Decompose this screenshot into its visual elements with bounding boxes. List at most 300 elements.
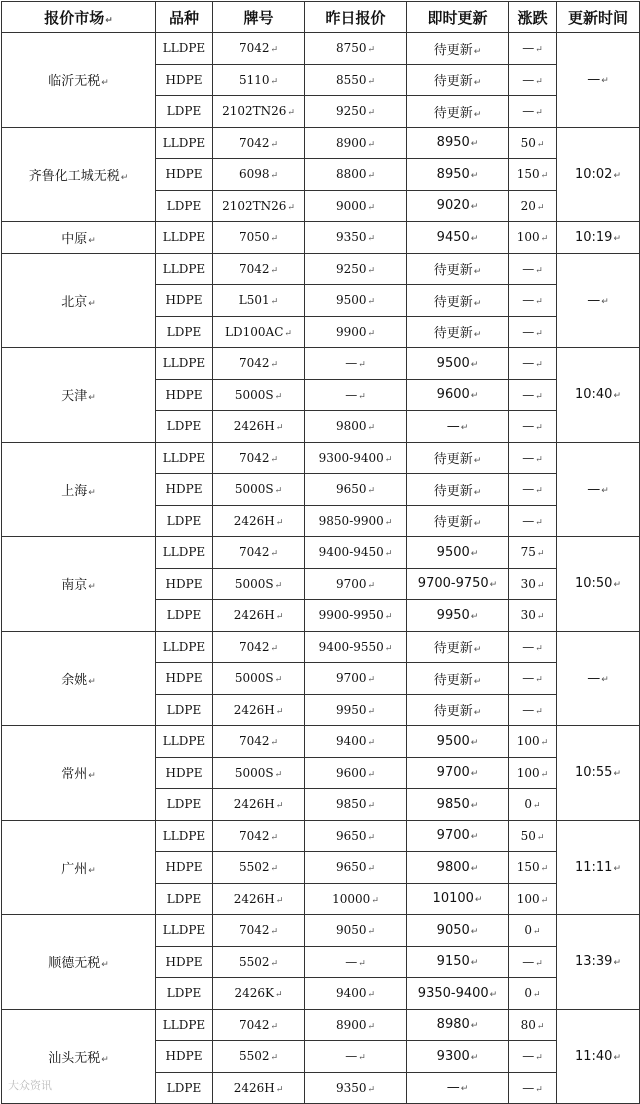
return-mark: ↵ <box>613 863 621 874</box>
variety-cell <box>156 757 213 789</box>
update-time-cell-text: 10:19 <box>574 229 613 245</box>
update-time-cell-text: — <box>587 292 601 308</box>
yesterday-price-cell-text: 9900-9950 <box>318 608 384 623</box>
brand-cell <box>213 159 305 191</box>
price-table <box>1 1 640 1104</box>
yesterday-price-cell <box>305 442 407 474</box>
return-mark: ↵ <box>367 76 376 87</box>
realtime-price-cell-text: — <box>446 1080 460 1096</box>
watermark: 大众资讯 <box>8 1079 52 1092</box>
brand-cell-text: 5000S <box>234 387 274 402</box>
brand-cell-text: 7042 <box>238 41 270 56</box>
yesterday-price-cell-text: 9800 <box>335 419 367 434</box>
variety-cell <box>156 474 213 506</box>
variety-cell-text: LLDPE <box>162 1017 206 1032</box>
variety-cell <box>156 946 213 978</box>
brand-cell <box>213 316 305 348</box>
realtime-price-cell-text: 待更新 <box>433 452 473 468</box>
realtime-price-cell <box>407 190 509 222</box>
realtime-price-cell-text: 8950 <box>436 135 470 151</box>
return-mark: ↵ <box>536 139 545 150</box>
return-mark: ↵ <box>535 454 543 465</box>
variety-cell-text: LLDPE <box>162 639 206 654</box>
return-mark: ↵ <box>367 738 376 749</box>
realtime-price-cell <box>407 64 509 96</box>
change-cell <box>509 789 557 821</box>
realtime-price-cell-text: 待更新 <box>433 74 473 90</box>
change-cell-text: — <box>522 72 535 87</box>
realtime-price-cell-text: 待更新 <box>433 704 473 720</box>
brand-cell-text: 7042 <box>238 923 270 938</box>
brand-cell-text: 5000S <box>234 482 274 497</box>
return-mark: ↵ <box>535 706 543 717</box>
change-cell-text: — <box>522 293 535 308</box>
return-mark: ↵ <box>470 391 479 402</box>
change-cell <box>509 820 557 852</box>
variety-cell-text: LDPE <box>166 702 202 717</box>
variety-cell-text: HDPE <box>165 387 203 402</box>
change-cell <box>509 631 557 663</box>
variety-cell <box>156 663 213 695</box>
yesterday-price-cell-text: 9400 <box>335 986 367 1001</box>
return-mark: ↵ <box>536 580 545 591</box>
variety-cell-text: LDPE <box>166 419 202 434</box>
return-mark: ↵ <box>489 580 498 591</box>
realtime-price-cell <box>407 915 509 947</box>
return-mark: ↵ <box>367 139 376 150</box>
yesterday-price-cell <box>305 316 407 348</box>
return-mark: ↵ <box>535 265 543 276</box>
return-mark: ↵ <box>367 801 376 812</box>
variety-cell <box>156 411 213 443</box>
return-mark: ↵ <box>367 108 376 119</box>
change-cell <box>509 978 557 1010</box>
return-mark: ↵ <box>274 486 283 497</box>
return-mark: ↵ <box>470 1021 479 1032</box>
brand-cell-text: 2426H <box>233 702 275 717</box>
brand-cell <box>213 1009 305 1041</box>
return-mark: ↵ <box>535 76 543 87</box>
header-brand: 牌号 <box>213 2 305 33</box>
change-cell-text: — <box>522 324 535 339</box>
return-mark: ↵ <box>601 296 609 307</box>
realtime-price-cell <box>407 253 509 285</box>
return-mark: ↵ <box>358 360 366 371</box>
return-mark: ↵ <box>367 864 376 875</box>
return-mark: ↵ <box>275 801 284 812</box>
variety-cell-text: LLDPE <box>162 923 206 938</box>
change-cell-text: 100 <box>516 734 540 749</box>
brand-cell-text: 2426H <box>233 891 275 906</box>
return-mark: ↵ <box>270 549 279 560</box>
realtime-price-cell <box>407 789 509 821</box>
yesterday-price-cell <box>305 600 407 632</box>
update-time-cell-text: 11:11 <box>574 859 613 875</box>
variety-cell <box>156 568 213 600</box>
brand-cell-text: 7042 <box>238 1017 270 1032</box>
realtime-price-cell-text: 8980 <box>436 1017 470 1033</box>
brand-cell-text: 5000S <box>234 576 274 591</box>
change-cell-text: 0 <box>524 923 533 938</box>
return-mark: ↵ <box>367 1021 376 1032</box>
variety-cell-text: HDPE <box>165 860 203 875</box>
brand-cell <box>213 411 305 443</box>
variety-cell <box>156 820 213 852</box>
variety-cell <box>156 505 213 537</box>
brand-cell <box>213 474 305 506</box>
update-time-cell-text: — <box>587 72 601 88</box>
realtime-price-cell-text: 9500 <box>436 544 470 560</box>
brand-cell <box>213 190 305 222</box>
variety-cell-text: HDPE <box>165 576 203 591</box>
realtime-price-cell <box>407 316 509 348</box>
brand-cell-text: 7042 <box>238 639 270 654</box>
variety-cell <box>156 631 213 663</box>
return-mark: ↵ <box>367 832 376 843</box>
return-mark: ↵ <box>367 927 376 938</box>
realtime-price-cell-text: 9150 <box>436 954 470 970</box>
change-cell-text: — <box>522 419 535 434</box>
variety-cell-text: LLDPE <box>162 734 206 749</box>
variety-cell-text: LDPE <box>166 104 202 119</box>
variety-cell <box>156 883 213 915</box>
return-mark: ↵ <box>473 456 482 467</box>
return-mark: ↵ <box>613 958 621 969</box>
change-cell-text: — <box>522 1080 535 1095</box>
brand-cell-text: 2426H <box>233 1080 275 1095</box>
return-mark: ↵ <box>270 1021 279 1032</box>
variety-cell <box>156 96 213 128</box>
realtime-price-cell <box>407 537 509 569</box>
market-name-cell <box>2 442 156 537</box>
brand-cell-text: 7042 <box>238 734 270 749</box>
return-mark: ↵ <box>601 485 609 496</box>
brand-cell-text: 7042 <box>238 450 270 465</box>
yesterday-price-cell <box>305 33 407 65</box>
change-cell <box>509 852 557 884</box>
return-mark: ↵ <box>535 423 543 434</box>
return-mark: ↵ <box>535 391 543 402</box>
change-cell-text: 100 <box>516 765 540 780</box>
return-mark: ↵ <box>601 76 609 87</box>
return-mark: ↵ <box>287 202 295 213</box>
brand-cell <box>213 1072 305 1104</box>
realtime-price-cell <box>407 33 509 65</box>
yesterday-price-cell-text: 9050 <box>335 923 367 938</box>
realtime-price-cell <box>407 820 509 852</box>
change-cell <box>509 316 557 348</box>
header-change: 涨跌 <box>509 2 557 33</box>
return-mark: ↵ <box>473 676 482 687</box>
yesterday-price-cell <box>305 96 407 128</box>
header-variety: 品种 <box>156 2 213 33</box>
realtime-price-cell-text: 9300 <box>436 1048 470 1064</box>
return-mark: ↵ <box>601 674 609 685</box>
brand-cell <box>213 33 305 65</box>
realtime-price-cell <box>407 631 509 663</box>
market-name-cell-text: 顺德无税 <box>48 956 101 972</box>
table-row <box>2 33 640 65</box>
return-mark: ↵ <box>270 171 279 182</box>
yesterday-price-cell-text: 9250 <box>335 261 367 276</box>
change-cell <box>509 64 557 96</box>
return-mark: ↵ <box>88 298 96 309</box>
realtime-price-cell <box>407 505 509 537</box>
yesterday-price-cell <box>305 757 407 789</box>
change-cell-text: — <box>522 387 535 402</box>
market-name-cell <box>2 820 156 915</box>
brand-cell-text: 5110 <box>238 72 270 87</box>
variety-cell <box>156 789 213 821</box>
yesterday-price-cell <box>305 694 407 726</box>
brand-cell <box>213 663 305 695</box>
variety-cell <box>156 285 213 317</box>
brand-cell <box>213 222 305 254</box>
change-cell-text: 100 <box>516 891 540 906</box>
change-cell-text: 0 <box>524 797 533 812</box>
return-mark: ↵ <box>367 265 376 276</box>
change-cell <box>509 190 557 222</box>
return-mark: ↵ <box>270 45 279 56</box>
brand-cell-text: 7042 <box>238 135 270 150</box>
return-mark: ↵ <box>275 706 284 717</box>
realtime-price-cell <box>407 663 509 695</box>
market-name-cell-text: 齐鲁化工城无税 <box>28 168 120 184</box>
header-market: 报价市场↵ <box>2 2 156 33</box>
brand-cell <box>213 96 305 128</box>
variety-cell <box>156 159 213 191</box>
realtime-price-cell-text: 9600 <box>436 387 470 403</box>
yesterday-price-cell <box>305 190 407 222</box>
yesterday-price-cell-text: 9950 <box>335 702 367 717</box>
realtime-price-cell-text: 待更新 <box>433 263 473 279</box>
change-cell <box>509 694 557 726</box>
realtime-price-cell-text: 待更新 <box>433 641 473 657</box>
variety-cell-text: LDPE <box>166 797 202 812</box>
yesterday-price-cell <box>305 1009 407 1041</box>
variety-cell <box>156 316 213 348</box>
return-mark: ↵ <box>384 612 393 623</box>
return-mark: ↵ <box>540 895 549 906</box>
realtime-price-cell <box>407 1009 509 1041</box>
variety-cell <box>156 915 213 947</box>
change-cell-text: — <box>522 671 535 686</box>
brand-cell <box>213 631 305 663</box>
realtime-price-cell <box>407 883 509 915</box>
return-mark: ↵ <box>367 423 376 434</box>
market-name-cell <box>2 348 156 443</box>
update-time-cell <box>557 915 640 1010</box>
realtime-price-cell <box>407 1041 509 1073</box>
brand-cell <box>213 348 305 380</box>
brand-cell-text: 2426H <box>233 797 275 812</box>
yesterday-price-cell <box>305 253 407 285</box>
realtime-price-cell <box>407 348 509 380</box>
realtime-price-cell <box>407 600 509 632</box>
return-mark: ↵ <box>275 612 284 623</box>
change-cell-text: — <box>522 356 535 371</box>
change-cell <box>509 1072 557 1104</box>
return-mark: ↵ <box>101 960 109 971</box>
yesterday-price-cell-text: 9600 <box>335 765 367 780</box>
realtime-price-cell-text: 待更新 <box>433 672 473 688</box>
return-mark: ↵ <box>540 738 549 749</box>
yesterday-price-cell-text: 8550 <box>335 72 367 87</box>
yesterday-price-cell <box>305 883 407 915</box>
change-cell-text: 150 <box>516 167 540 182</box>
brand-cell-text: 2426H <box>233 513 275 528</box>
brand-cell-text: 7042 <box>238 356 270 371</box>
market-name-cell-text: 广州 <box>61 861 88 877</box>
change-cell-text: 30 <box>520 576 536 591</box>
change-cell-text: — <box>522 41 535 56</box>
change-cell <box>509 222 557 254</box>
update-time-cell <box>557 253 640 348</box>
realtime-price-cell-text: 9450 <box>436 229 470 245</box>
return-mark: ↵ <box>274 391 283 402</box>
brand-cell <box>213 852 305 884</box>
yesterday-price-cell-text: — <box>345 387 358 402</box>
change-cell-text: — <box>522 513 535 528</box>
return-mark: ↵ <box>535 675 543 686</box>
return-mark: ↵ <box>384 454 393 465</box>
yesterday-price-cell-text: 9400 <box>335 734 367 749</box>
return-mark: ↵ <box>284 328 292 339</box>
brand-cell <box>213 568 305 600</box>
brand-cell <box>213 285 305 317</box>
variety-cell-text: LDPE <box>166 891 202 906</box>
update-time-cell-text: 10:40 <box>574 387 613 403</box>
return-mark: ↵ <box>358 1053 366 1064</box>
change-cell <box>509 537 557 569</box>
brand-cell-text: 5502 <box>238 1049 270 1064</box>
update-time-cell <box>557 726 640 821</box>
return-mark: ↵ <box>473 46 482 57</box>
return-mark: ↵ <box>270 1053 279 1064</box>
realtime-price-cell-text: 9700-9750 <box>417 576 489 592</box>
variety-cell-text: HDPE <box>165 293 203 308</box>
return-mark: ↵ <box>270 832 279 843</box>
change-cell-text: — <box>522 1049 535 1064</box>
realtime-price-cell <box>407 411 509 443</box>
return-mark: ↵ <box>470 800 479 811</box>
realtime-price-cell-text: 9020 <box>436 198 470 214</box>
header-yesterday: 昨日报价 <box>305 2 407 33</box>
return-mark: ↵ <box>88 676 96 687</box>
brand-cell <box>213 946 305 978</box>
update-time-cell <box>557 442 640 537</box>
return-mark: ↵ <box>367 202 376 213</box>
update-time-cell-text: 13:39 <box>574 954 613 970</box>
change-cell-text: — <box>522 702 535 717</box>
change-cell <box>509 946 557 978</box>
brand-cell <box>213 1041 305 1073</box>
variety-cell <box>156 694 213 726</box>
update-time-cell <box>557 820 640 915</box>
return-mark: ↵ <box>460 1084 469 1095</box>
variety-cell-text: HDPE <box>165 765 203 780</box>
realtime-price-cell-text: 待更新 <box>433 105 473 121</box>
realtime-price-cell-text: 9950 <box>436 607 470 623</box>
return-mark: ↵ <box>470 832 479 843</box>
variety-cell-text: HDPE <box>165 954 203 969</box>
market-name-cell <box>2 726 156 821</box>
realtime-price-cell <box>407 978 509 1010</box>
yesterday-price-cell-text: 9250 <box>335 104 367 119</box>
return-mark: ↵ <box>533 927 541 938</box>
return-mark: ↵ <box>384 549 393 560</box>
change-cell <box>509 285 557 317</box>
return-mark: ↵ <box>367 234 376 245</box>
brand-cell <box>213 726 305 758</box>
return-mark: ↵ <box>384 643 393 654</box>
realtime-price-cell-text: 待更新 <box>433 483 473 499</box>
realtime-price-cell <box>407 694 509 726</box>
yesterday-price-cell-text: 9400-9450 <box>318 545 384 560</box>
brand-cell <box>213 537 305 569</box>
table-row <box>2 253 640 285</box>
update-time-cell-text: — <box>587 670 601 686</box>
variety-cell-text: LDPE <box>166 324 202 339</box>
return-mark: ↵ <box>473 267 482 278</box>
table-row <box>2 726 640 758</box>
header-time: 更新时间 <box>557 2 640 33</box>
brand-cell <box>213 789 305 821</box>
return-mark: ↵ <box>270 643 279 654</box>
return-mark: ↵ <box>473 109 482 120</box>
yesterday-price-cell <box>305 631 407 663</box>
brand-cell-text: 5000S <box>234 765 274 780</box>
brand-cell <box>213 757 305 789</box>
brand-cell <box>213 600 305 632</box>
return-mark: ↵ <box>536 549 545 560</box>
yesterday-price-cell <box>305 1072 407 1104</box>
brand-cell-text: 2102TN26 <box>222 198 287 213</box>
change-cell <box>509 411 557 443</box>
brand-cell-text: 7042 <box>238 828 270 843</box>
yesterday-price-cell <box>305 852 407 884</box>
variety-cell <box>156 1041 213 1073</box>
return-mark: ↵ <box>120 172 129 183</box>
change-cell-text: — <box>522 954 535 969</box>
return-mark: ↵ <box>470 359 479 370</box>
variety-cell <box>156 127 213 159</box>
change-cell <box>509 379 557 411</box>
realtime-price-cell-text: 9500 <box>436 733 470 749</box>
return-mark: ↵ <box>536 1021 545 1032</box>
change-cell-text: 80 <box>520 1017 536 1032</box>
return-mark: ↵ <box>473 298 482 309</box>
change-cell-text: — <box>522 104 535 119</box>
variety-cell-text: LDPE <box>166 1080 202 1095</box>
realtime-price-cell-text: 待更新 <box>433 326 473 342</box>
variety-cell-text: LDPE <box>166 986 202 1001</box>
yesterday-price-cell-text: 9850 <box>335 797 367 812</box>
change-cell-text: 100 <box>516 230 540 245</box>
change-cell <box>509 726 557 758</box>
return-mark: ↵ <box>274 580 283 591</box>
return-mark: ↵ <box>88 771 96 782</box>
return-mark: ↵ <box>275 1084 284 1095</box>
variety-cell-text: LLDPE <box>162 230 206 245</box>
yesterday-price-cell <box>305 411 407 443</box>
table-row <box>2 222 640 254</box>
table-row <box>2 631 640 663</box>
return-mark: ↵ <box>535 108 543 119</box>
update-time-cell-text: 10:55 <box>574 765 613 781</box>
return-mark: ↵ <box>270 265 279 276</box>
return-mark: ↵ <box>613 1052 621 1063</box>
